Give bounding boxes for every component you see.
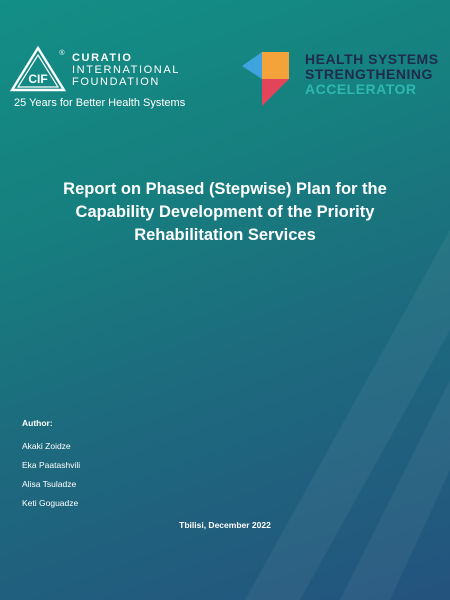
author-name: Akaki Zoidze bbox=[22, 441, 71, 451]
accelerator-mark-icon bbox=[242, 52, 296, 106]
curatio-wordmark-line: INTERNATIONAL bbox=[72, 64, 180, 76]
registered-mark: ® bbox=[59, 50, 65, 57]
curatio-wordmark-line: CURATIO bbox=[72, 52, 133, 64]
accelerator-wordmark bbox=[305, 52, 450, 97]
place-date: Tbilisi, December 2022 bbox=[179, 520, 271, 530]
cif-triangle-icon bbox=[10, 45, 66, 93]
curatio-wordmark-line: FOUNDATION bbox=[72, 76, 160, 88]
report-title: Report on Phased (Stepwise) Plan for the Capability Development of the Priority Rehabilitation Services bbox=[63, 180, 387, 244]
accelerator-wordmark-line: ACCELERATOR bbox=[305, 81, 417, 97]
authors-block bbox=[22, 418, 182, 513]
author-name: Alisa Tsuladze bbox=[22, 479, 77, 489]
curatio-tagline: 25 Years for Better Health Systems bbox=[14, 97, 186, 109]
authors-heading: Author: bbox=[22, 418, 53, 428]
accelerator-wordmark-line: STRENGTHENING bbox=[305, 66, 433, 82]
author-name: Keti Goguadze bbox=[22, 498, 79, 508]
cif-mark-text: CIF bbox=[28, 72, 48, 86]
curatio-wordmark bbox=[72, 52, 192, 88]
accelerator-wordmark-line: HEALTH SYSTEMS bbox=[305, 51, 439, 67]
author-name: Eka Paatashvili bbox=[22, 460, 81, 470]
